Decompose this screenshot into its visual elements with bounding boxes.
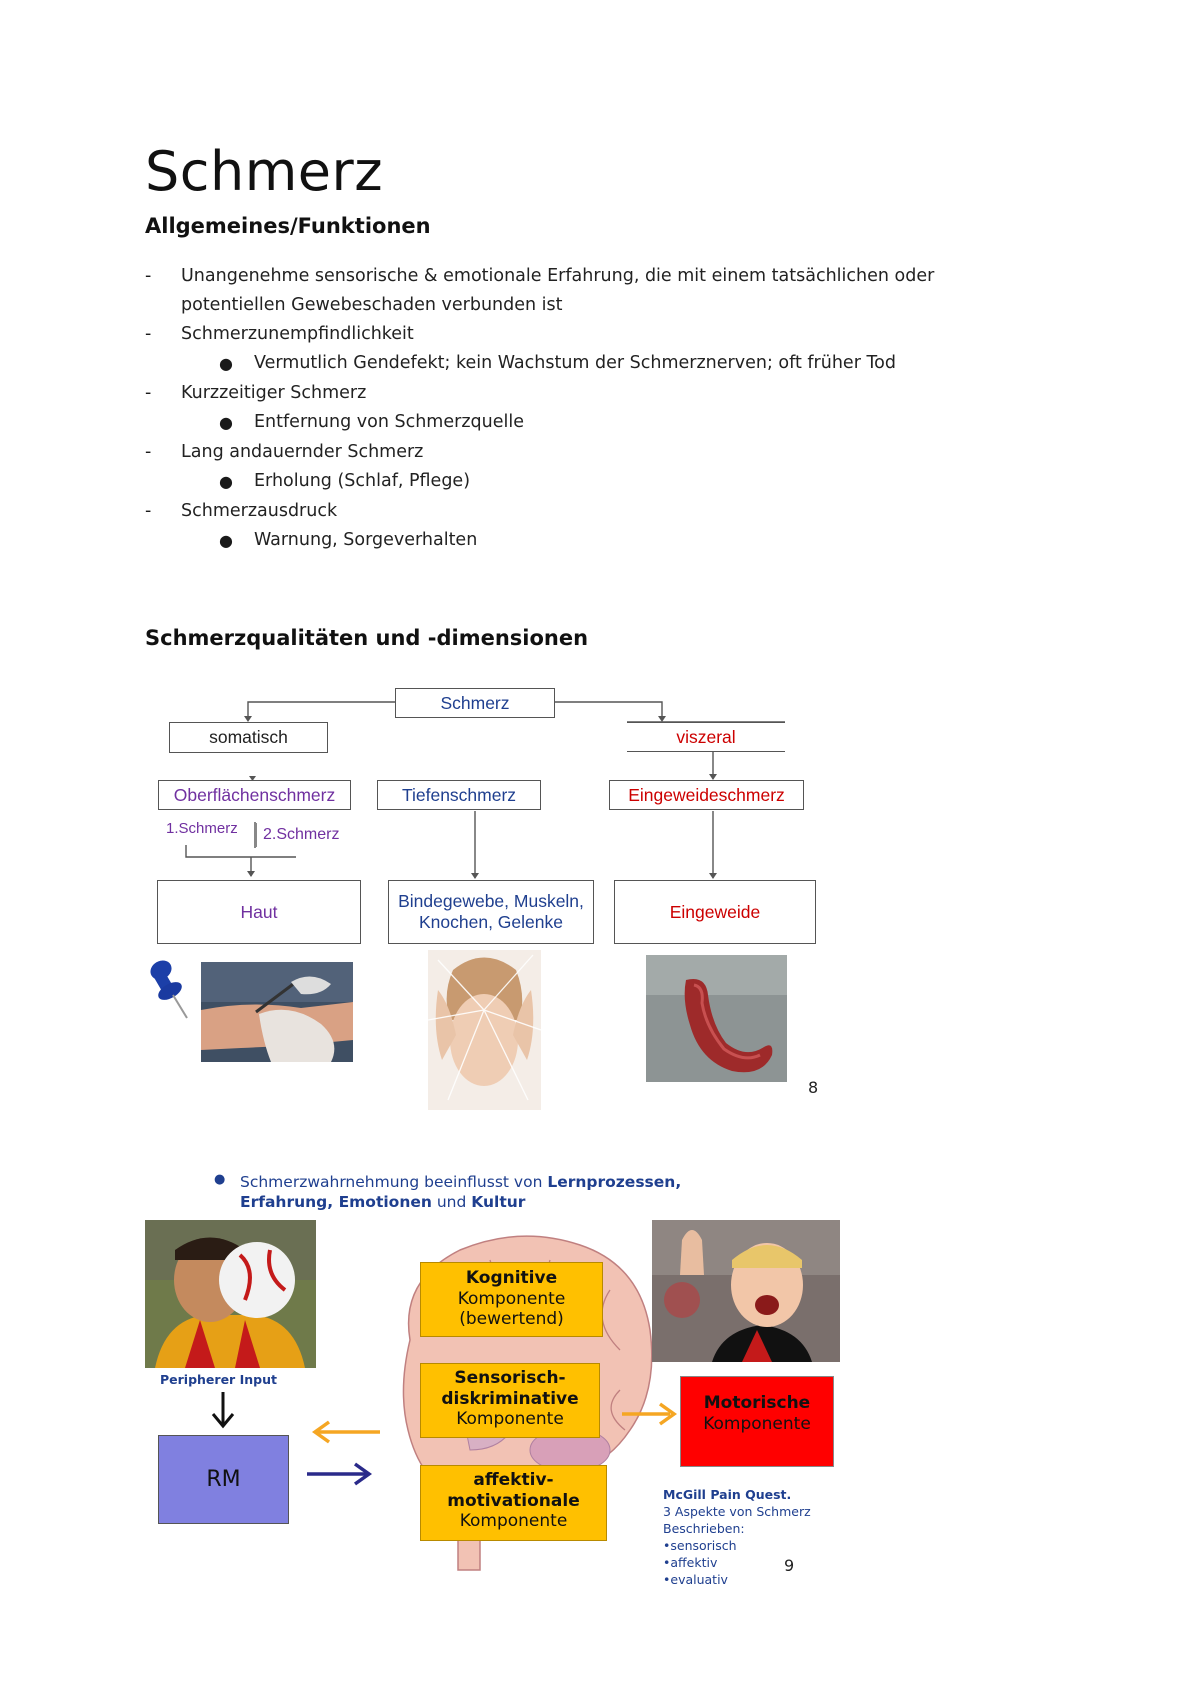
box-line: motivationale [447,1490,580,1511]
node-bindegewebe [388,880,594,944]
box-line: Kognitive [465,1268,558,1288]
box-line: (bewertend) [459,1309,564,1330]
box-line: Komponente [703,1414,811,1435]
affektiv-komponente-box [420,1465,607,1541]
node-oberflaechenschmerz: Oberflächenschmerz [158,780,351,810]
bullet-dot: ● [219,472,233,491]
list-item: Kurzzeitiger Schmerz [181,383,367,403]
mcgill-line: •evaluativ [663,1572,728,1587]
mcgill-title: McGill Pain Quest. [663,1487,792,1502]
node-viszeral: viszeral [627,722,785,752]
slide-page-number: 8 [808,1078,819,1097]
bullet-dot: ● [214,1172,226,1187]
football-player-photo [145,1220,316,1368]
headache-photo [428,950,541,1110]
bullet-text-bold: Erfahrung, Emotionen [240,1193,432,1211]
slide-page-number: 9 [784,1556,795,1575]
mcgill-line: •affektiv [663,1555,718,1570]
intestine-photo [646,955,787,1082]
kognitive-komponente-box [420,1262,603,1337]
bullet-text-bold: Lernprozessen, [547,1173,682,1191]
list-item-continuation: potentiellen Gewebeschaden verbunden ist [181,295,563,315]
bullet-text-bold: Kultur [471,1193,526,1211]
injection-photo [201,962,353,1062]
sub-list-item: Erholung (Schlaf, Pflege) [254,471,471,491]
peripheral-input-label: Peripherer Input [160,1372,277,1387]
bullet-dot: ● [219,413,233,432]
divider [256,823,257,847]
section-heading-qualitaeten: Schmerzqualitäten und -dimensionen [145,626,589,650]
orange-right-arrow-icon [620,1400,680,1430]
dash-marker: - [145,266,152,286]
mcgill-line: Beschrieben: [663,1521,745,1536]
node-haut: Haut [157,880,361,944]
dash-marker: - [145,324,152,344]
node-somatisch: somatisch [169,722,328,753]
box-line: Komponente [459,1511,568,1532]
label-1-schmerz: 1.Schmerz [166,820,238,837]
motorische-komponente-box [680,1376,834,1467]
dash-marker: - [145,442,152,462]
mcgill-line: 3 Aspekte von Schmerz [663,1504,811,1519]
sub-list-item: Vermutlich Gendefekt; kein Wachstum der Schmerznerven; oft früher Tod [254,353,896,373]
bullet-text-part: Schmerzwahrnehmung beeinflusst von [240,1173,548,1191]
node-eingeweideschmerz: Eingeweideschmerz [609,780,804,810]
box-line: Sensorisch- [454,1368,566,1388]
page-title: Schmerz [145,140,384,203]
box-line: Komponente [456,1409,564,1430]
list-item: Schmerzunempfindlichkeit [181,324,414,344]
list-item: Schmerzausdruck [181,501,338,521]
dash-marker: - [145,501,152,521]
node-eingeweide: Eingeweide [614,880,816,944]
box-line: diskriminative [441,1388,579,1409]
bullet-dot: ● [219,531,233,550]
list-item: Lang andauernder Schmerz [181,442,424,462]
node-bindegewebe-line1: Bindegewebe, Muskeln, [398,891,584,911]
angry-child-photo [652,1220,840,1362]
node-schmerz: Schmerz [395,688,555,718]
label-2-schmerz: 2.Schmerz [263,826,340,843]
bullet-dot: ● [219,354,233,373]
navy-right-arrow-icon [305,1462,385,1492]
down-arrow-icon [210,1392,236,1432]
sub-list-item: Entfernung von Schmerzquelle [254,412,524,432]
slide-bullet-text [240,1172,681,1212]
box-line: Komponente [457,1288,566,1309]
mcgill-line: •sensorisch [663,1538,737,1553]
node-tiefenschmerz: Tiefenschmerz [377,780,541,810]
dash-marker: - [145,383,152,403]
list-item: Unangenehme sensorische & emotionale Erfahrung, die mit einem tatsächlichen oder [181,266,935,286]
sensorisch-komponente-box [420,1363,600,1438]
section-heading-allgemeines: Allgemeines/Funktionen [145,214,431,238]
pushpin-icon [145,958,191,1020]
rm-box: RM [158,1435,289,1524]
bullet-text-part: und [431,1193,472,1211]
sub-list-item: Warnung, Sorgeverhalten [254,530,478,550]
box-line: affektiv- [473,1470,554,1490]
node-bindegewebe-line2: Knochen, Gelenke [419,912,563,932]
box-line: Motorische [703,1393,811,1413]
